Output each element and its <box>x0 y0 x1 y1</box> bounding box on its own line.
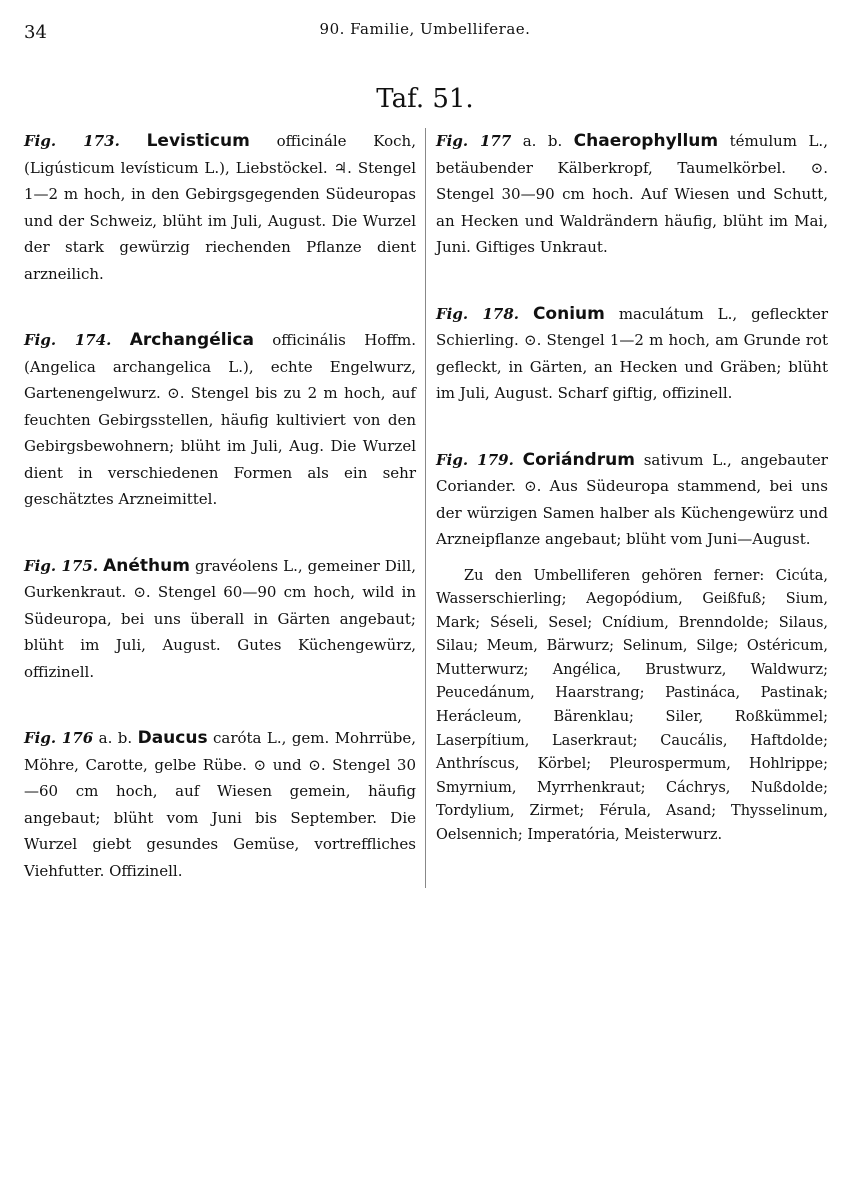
entry-text: caróta L., gem. Mohrrübe, Möhre, Carotte, gelbe Rübe. ⊙ und ⊙. Stengel 30—60 cm hoch, auf Wiesen gemein, häufig angebaut; blüht vom Juni bis September. Die Wurzel giebt gesundes Gemüse, vortreffliches Viehfutter. Offizinell. <box>24 729 416 880</box>
entry-fig-174 <box>24 327 416 513</box>
genus-name: Daucus <box>137 728 208 748</box>
entry-text: témulum L., betäubender Kälberkropf, Taumelkörbel. ⊙. Stengel 30—90 cm hoch. Auf Wiesen und Schutt, an Hecken und Waldrändern häufig, blüht im Mai, Juni. Giftiges Unkraut. <box>436 132 828 256</box>
entry-text: maculátum L., gefleckter Schierling. ⊙. Stengel 1—2 m hoch, am Grunde rot gefleckt, in Gärten, an Hecken und Gräben; blüht im Juli, August. Scharf giftig, offizinell. <box>436 304 828 402</box>
genus-name: Levisticum <box>146 131 250 151</box>
left-column <box>24 128 416 884</box>
fig-label: Fig. 176 <box>24 729 94 747</box>
fig-label: Fig. 178. <box>436 304 519 323</box>
entry-text: sativum L., angebauter Coriander. ⊙. Aus Südeuropa stammend, bei uns der würzigen Samen halber als Küchengewürz und Arzneipflanze angebaut; blüht vom Juni—August. <box>436 450 828 548</box>
genus-name: Coriándrum <box>522 449 635 470</box>
fig-label: Fig. 179. <box>436 450 514 469</box>
entry-text: gravéolens L., gemeiner Dill, Gurkenkraut. ⊙. Stengel 60—90 cm hoch, wild in Südeuropa, bei uns überall in Gärten angebaut; blüht im Juli, August. Gutes Küchengewürz, offizinell. <box>24 556 416 681</box>
fig-suffix: a. b. <box>98 729 133 747</box>
genus-name: Anéthum <box>103 555 190 576</box>
entry-text: officinále Koch, (Ligústicum levísticum L.), Liebstöckel. ♃. Stengel 1—2 m hoch, in den Gebirgsgegenden Südeuropas und der Schweiz, blüht im Juli, August. Die Wurzel der stark gewürzig riechenden Pflanze dient arzneilich. <box>24 132 416 283</box>
running-title: 90. Familie, Umbelliferae. <box>319 20 531 38</box>
entry-fig-176 <box>24 725 416 884</box>
entry-text: officinális Hoffm. (Angelica archangelica L.), echte Engelwurz, Gartenengelwurz. ⊙. Stengel bis zu 2 m hoch, auf feuchten Gebirgsstellen, häufig kultiviert von den Gebirgsbewohnern; blüht im Juli, Aug. Die Wurzel dient in verschiedenen Formen als ein sehr geschätztes Arzneimittel. <box>24 331 416 508</box>
page-number: 34 <box>24 22 47 43</box>
fig-label: Fig. 177 <box>436 132 512 150</box>
fig-label: Fig. 173. <box>24 132 120 150</box>
further-umbellifers-paragraph: Zu den Umbelliferen gehören ferner: Cicúta, Wasserschierling; Aegopódium, Geißfuß; Sium, Mark; Séseli, Sesel; Cnídium, Brenndolde; Silaus, Silau; Meum, Bärwurz; Selinum, Silge; Ostéricum, Mutterwurz; Angélica, Brustwurz, Waldwurz; Peucedánum, Haarstrang; Pastináca, Pastinak; Heráclеum, Bärenklau; Siler, Roßkümmel; Laserpítium, Laserkraut; Caucális, Haftdolde; Anthríscus, Körbel; Pleurospermum, Hohlrippe; Smyrnium, Myrrhenkraut; Cáchrys, Nußdolde; Tordylium, Zirmet; Férula, Asand; Thysselinum, Oelsennich; Imperatória, Meisterwurz. <box>436 567 828 844</box>
entry-fig-177 <box>436 128 828 261</box>
column-divider <box>425 128 426 888</box>
fig-label: Fig. 175. <box>24 556 99 575</box>
right-column <box>436 128 828 862</box>
entry-fig-179 <box>436 447 828 553</box>
entry-fig-178 <box>436 301 828 407</box>
entry-fig-173 <box>24 128 416 287</box>
genus-name: Conium <box>532 303 605 324</box>
fig-suffix: a. b. <box>522 132 563 150</box>
genus-name: Chaerophyllum <box>573 131 719 151</box>
entry-fig-175 <box>24 553 416 686</box>
fig-label: Fig. 174. <box>24 331 112 349</box>
plate-title: Taf. 51. <box>376 84 474 114</box>
genus-name: Archangélica <box>129 330 254 350</box>
